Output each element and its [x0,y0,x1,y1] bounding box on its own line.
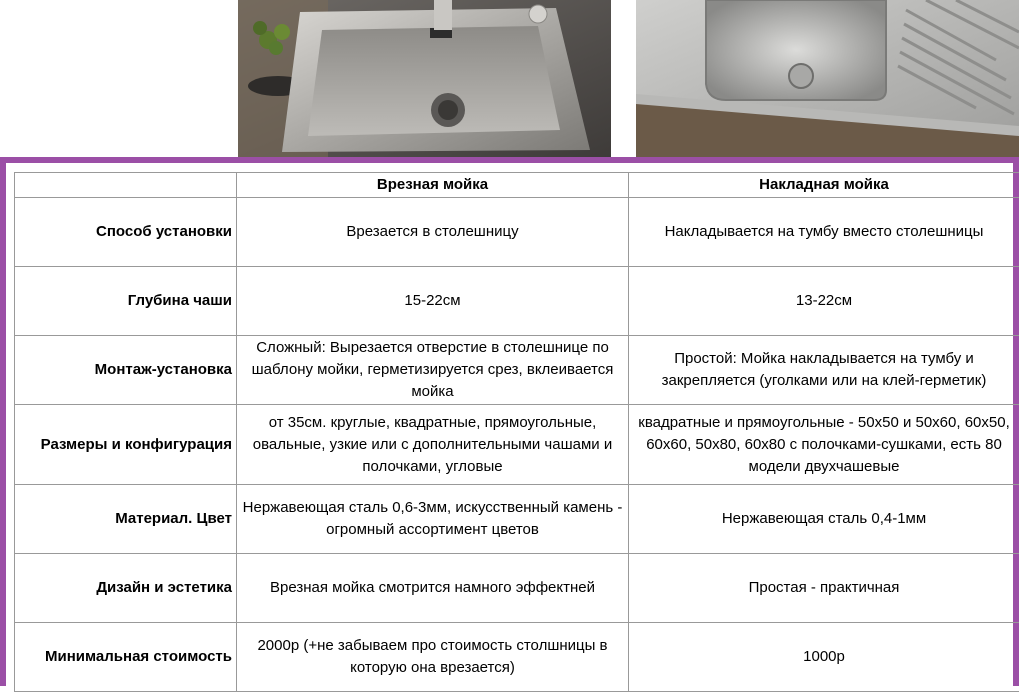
row-label: Способ установки [15,198,237,267]
row-label: Глубина чаши [15,267,237,336]
table-row [15,623,1019,692]
overlay-value: квадратные и прямоугольные - 50х50 и 50х60, 60х50, 60х60, 50х80, 60х80 с полочками-сушками, есть 80 модели двухчашевые [629,405,1019,485]
table-row [15,554,1019,623]
overlay-value: Простой: Мойка накладывается на тумбу и закрепляется (уголками или на клей-герметик) [629,336,1019,405]
overlay-value: 13-22см [629,267,1019,336]
header-inset-sink: Врезная мойка [237,173,629,198]
table-row [15,336,1019,405]
table-row [15,198,1019,267]
inset-value: 15-22см [237,267,629,336]
inset-value: Врезная мойка смотрится намного эффектней [237,554,629,623]
row-label: Размеры и конфигурация [15,405,237,485]
overlay-value: Простая - практичная [629,554,1019,623]
inset-value: Сложный: Вырезается отверстие в столешнице по шаблону мойки, герметизируется срез, вклеивается мойка [237,336,629,405]
inset-value: от 35см. круглые, квадратные, прямоугольные, овальные, узкие или с дополнительными чашами и полочками, угловые [237,405,629,485]
overlay-value: 1000р [629,623,1019,692]
table-row [15,405,1019,485]
table-header-row [15,173,1019,198]
row-label: Материал. Цвет [15,485,237,554]
header-overlay-sink: Накладная мойка [629,173,1019,198]
comparison-table-frame [0,157,1019,686]
overlay-sink-photo [636,0,1019,157]
table-row [15,485,1019,554]
overlay-value: Накладывается на тумбу вместо столешницы [629,198,1019,267]
row-label: Минимальная стоимость [15,623,237,692]
inset-sink-photo [238,0,611,157]
comparison-table [14,172,1019,692]
overlay-value: Нержавеющая сталь 0,4-1мм [629,485,1019,554]
inset-value: 2000р (+не забываем про стоимость столшницы в которую она врезается) [237,623,629,692]
inset-value: Врезается в столешницу [237,198,629,267]
row-label: Дизайн и эстетика [15,554,237,623]
inset-value: Нержавеющая сталь 0,6-3мм, искусственный камень - огромный ассортимент цветов [237,485,629,554]
header-corner [15,173,237,198]
table-row [15,267,1019,336]
row-label: Монтаж-установка [15,336,237,405]
